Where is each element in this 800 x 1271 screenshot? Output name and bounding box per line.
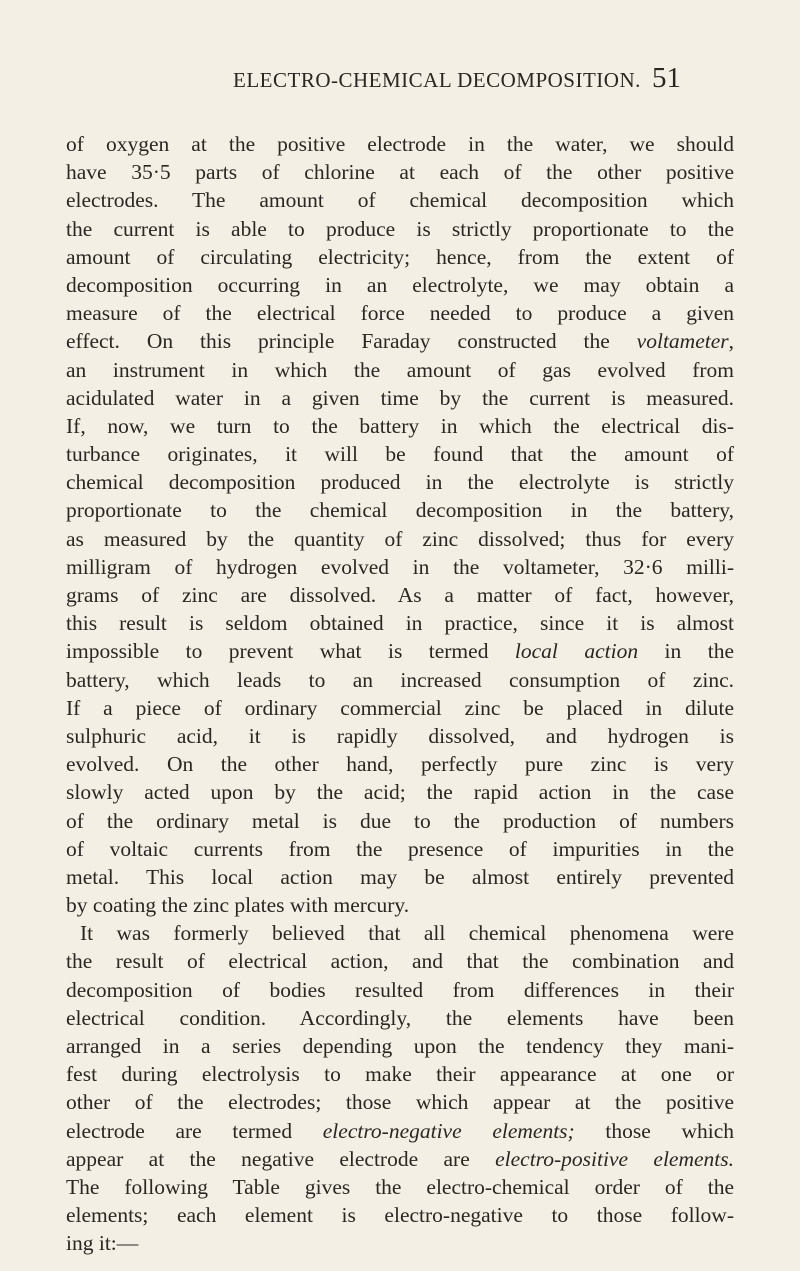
text-run: The following Table gives the electro-chemical order of the — [66, 1174, 734, 1199]
text-run: fest during electrolysis to make their appearance at one or — [66, 1062, 734, 1087]
text-run: of oxygen at the positive electrode in the water, we should — [66, 132, 734, 156]
text-line — [66, 750, 734, 778]
text-run: ing it:— — [66, 1231, 139, 1256]
body-text — [66, 130, 734, 1258]
text-run: an instrument in which the amount of gas evolved from — [66, 357, 734, 382]
text-run: electrodes. The amount of chemical decomposition which — [66, 188, 734, 213]
text-run: impossible to prevent what is termed — [66, 639, 515, 664]
text-run: evolved. On the other hand, perfectly pure zinc is very — [66, 752, 734, 777]
paragraph — [66, 130, 734, 919]
text-line — [66, 863, 734, 891]
text-line — [66, 1145, 734, 1173]
text-run: measure of the electrical force needed to produce a given — [66, 301, 734, 326]
text-line — [66, 666, 734, 694]
text-line — [66, 468, 734, 496]
text-run: other of the electrodes; those which appear at the positive — [66, 1090, 734, 1115]
italic-term: voltameter — [636, 329, 729, 354]
text-run: have 35·5 parts of chlorine at each of the other positive — [66, 160, 734, 185]
text-run: proportionate to the chemical decomposition in the battery, — [66, 498, 734, 523]
text-run: , — [728, 329, 734, 354]
text-run: electrical condition. Accordingly, the elements have been — [66, 1005, 734, 1030]
text-line — [66, 384, 734, 412]
text-run: grams of zinc are dissolved. As a matter of fact, however, — [66, 583, 734, 607]
text-line — [66, 356, 734, 384]
text-run: acidulated water in a given time by the current is measured. — [66, 385, 734, 410]
text-run: as measured by the quantity of zinc dissolved; thus for every — [66, 526, 734, 551]
text-line — [66, 807, 734, 835]
text-run: by coating the zinc plates with mercury. — [66, 893, 410, 918]
text-line — [66, 243, 734, 271]
text-line — [66, 525, 734, 553]
text-line — [66, 186, 734, 214]
text-run: chemical decomposition produced in the electrolyte is strictly — [66, 470, 734, 495]
text-run: milligram of hydrogen evolved in the voltameter, 32·6 milli- — [66, 554, 734, 579]
text-run: of the ordinary metal is due to the production of numbers — [66, 808, 734, 833]
text-line — [66, 722, 734, 750]
text-line — [66, 1004, 734, 1032]
text-line — [66, 1088, 734, 1116]
text-line — [66, 976, 734, 1004]
text-line — [66, 271, 734, 299]
text-run: If a piece of ordinary commercial zinc be placed in dilute — [66, 695, 734, 720]
text-line — [66, 1173, 734, 1201]
text-run: metal. This local action may be almost entirely prevented — [66, 864, 734, 889]
text-line — [66, 553, 734, 581]
text-line — [66, 778, 734, 806]
page-number: 51 — [652, 62, 681, 94]
text-run: decomposition of bodies resulted from differences in their — [66, 977, 734, 1002]
text-run: this result is seldom obtained in practice, since it is almost — [66, 611, 734, 636]
text-line — [66, 919, 734, 947]
text-run: turbance originates, it will be found that the amount of — [66, 442, 734, 467]
text-run: the result of electrical action, and that the combination and — [66, 949, 734, 974]
page-header — [0, 62, 800, 108]
text-line — [66, 694, 734, 722]
italic-term: local action — [514, 639, 639, 664]
text-run: elements; each element is electro-negative to those follow- — [66, 1203, 734, 1228]
text-line — [66, 1117, 734, 1145]
text-line — [66, 947, 734, 975]
text-run: sulphuric acid, it is rapidly dissolved, and hydrogen is — [66, 723, 734, 748]
text-line — [66, 1032, 734, 1060]
text-line — [66, 835, 734, 863]
text-run: decomposition occurring in an electrolyte, we may obtain a — [66, 272, 734, 297]
text-line — [66, 1201, 734, 1229]
text-line — [66, 609, 734, 637]
text-line — [66, 412, 734, 440]
text-line — [66, 1060, 734, 1088]
text-run: electrode are termed — [66, 1118, 323, 1143]
text-run: amount of circulating electricity; hence, from the extent of — [66, 244, 734, 269]
text-line — [66, 130, 734, 158]
paragraph — [66, 919, 734, 1257]
text-run: in the — [638, 639, 734, 664]
text-line — [66, 891, 734, 919]
text-run: appear at the negative electrode are — [66, 1146, 496, 1171]
text-run: arranged in a series depending upon the tendency they mani- — [66, 1034, 734, 1058]
text-run: battery, which leads to an increased consumption of zinc. — [66, 667, 734, 692]
text-line — [66, 158, 734, 186]
text-line — [66, 1229, 734, 1257]
text-run: slowly acted upon by the acid; the rapid action in the case — [66, 780, 734, 805]
italic-term: electro-negative elements; — [322, 1118, 575, 1143]
text-line — [66, 327, 734, 355]
italic-term: electro-positive elements. — [495, 1146, 734, 1171]
running-head: ELECTRO-CHEMICAL DECOMPOSITION. — [233, 68, 641, 92]
text-line — [66, 299, 734, 327]
text-line — [66, 496, 734, 524]
text-run: If, now, we turn to the battery in which the electrical dis- — [66, 413, 734, 438]
text-run: It was formerly believed that all chemical phenomena were — [80, 921, 734, 946]
text-line — [66, 581, 734, 609]
text-run: of voltaic currents from the presence of impurities in the — [66, 836, 734, 861]
text-line — [66, 637, 734, 665]
text-run: those which — [574, 1118, 734, 1143]
text-line — [66, 215, 734, 243]
text-line — [66, 440, 734, 468]
text-run: the current is able to produce is strictly proportionate to the — [66, 216, 734, 241]
text-run: effect. On this principle Faraday constructed the — [66, 329, 637, 354]
